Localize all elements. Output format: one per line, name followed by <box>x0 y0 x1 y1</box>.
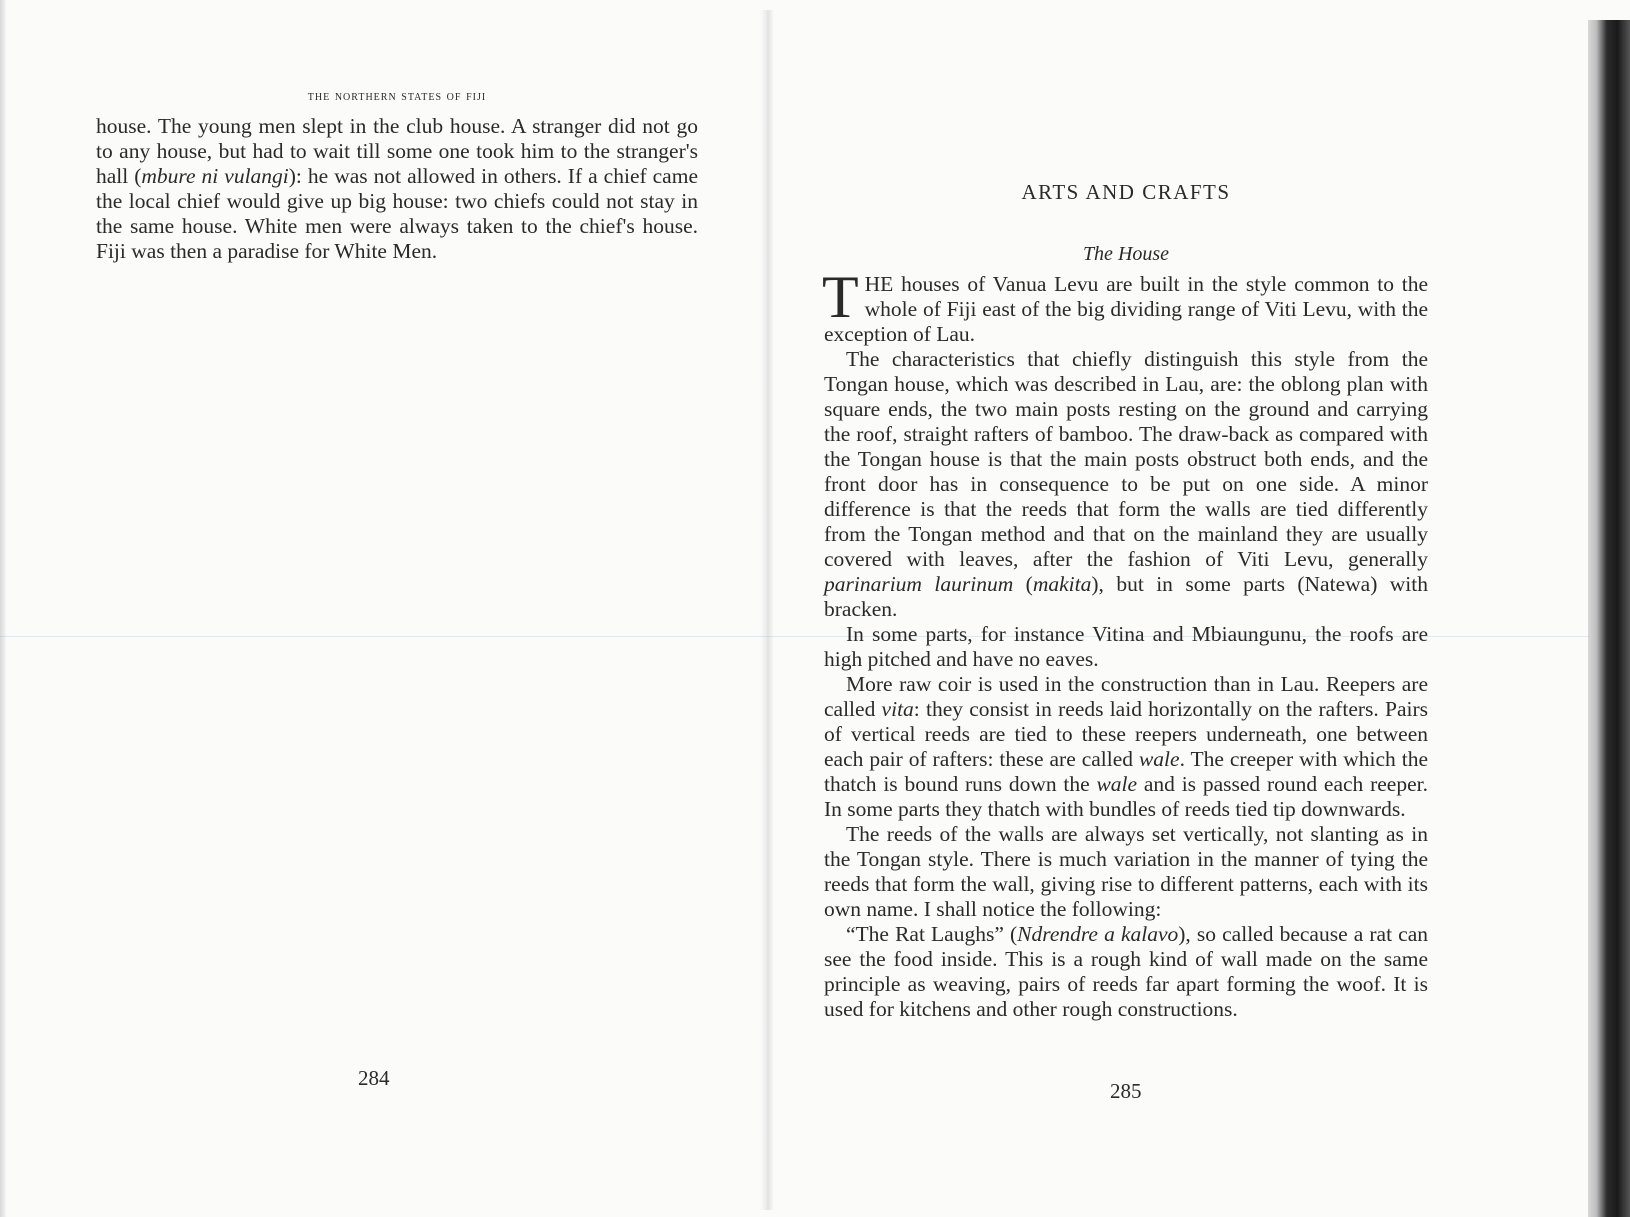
paragraph-4: More raw coir is used in the construction than in Lau. Reepers are called vita: they consist in reeds laid horizontally on the rafters. Pairs of vertical reeds are tied to these reepers underneath, one between each pair of rafters: these are called wale. The creeper with which the thatch is bound runs down the wale and is passed round each reeper. In some parts they thatch with bundles of reeds tied tip downwards. <box>824 672 1428 821</box>
left-paragraph: house. The young men slept in the club house. A stranger did not go to any house, but had to wait till some one took him to the stranger's hall (mbure ni vulangi): he was not allowed in others. If a chief came the local chief would give up big house: two chiefs could not stay in the same house. White men were always taken to the chief's house. Fiji was then a paradise for White Men. <box>96 114 698 263</box>
drop-cap: T <box>822 264 859 330</box>
right-page-body <box>822 264 1428 1022</box>
running-head: the northern states of fiji <box>307 88 487 104</box>
page-number-right: 285 <box>1110 1079 1142 1103</box>
right-page-edge <box>1588 20 1630 1217</box>
paragraph-2: The characteristics that chiefly distinguish this style from the Tongan house, which was described in Lau, are: the oblong plan with square ends, the two main posts resting on the ground and carrying the roof, straight rafters of bamboo. The draw-back as compared with the Tongan house is that the main posts obstruct both ends, and the front door has in consequence to be put on one side. A minor difference is that the reeds that form the walls are tied differently from the Tongan method and that on the mainland they are usually covered with leaves, after the fashion of Viti Levu, generally parinarium laurinum (makita), but in some parts (Natewa) with bracken. <box>824 347 1428 621</box>
section-title: The House <box>1082 243 1170 265</box>
paragraph-6: “The Rat Laughs” (Ndrendre a kalavo), so called because a rat can see the food inside. This is a rough kind of wall made on the same principle as weaving, pairs of reeds far apart forming the woof. It is used for kitchens and other rough constructions. <box>824 922 1428 1021</box>
book-gutter <box>760 10 774 1210</box>
left-page-edge <box>0 0 6 1217</box>
paragraph-3: In some parts, for instance Vitina and Mbiaungunu, the roofs are high pitched and have no eaves. <box>824 622 1428 671</box>
page-number-left: 284 <box>358 1066 390 1090</box>
left-page-body <box>96 114 698 264</box>
paragraph-5: The reeds of the walls are always set vertically, not slanting as in the Tongan style. There is much variation in the manner of tying the reeds that form the wall, giving rise to different patterns, each with its own name. I shall notice the following: <box>824 822 1428 921</box>
paragraph-1: THE houses of Vanua Levu are built in the style common to the whole of Fiji east of the big dividing range of Viti Levu, with the exception of Lau. <box>822 264 1428 346</box>
chapter-title: ARTS AND CRAFTS <box>1021 180 1231 204</box>
